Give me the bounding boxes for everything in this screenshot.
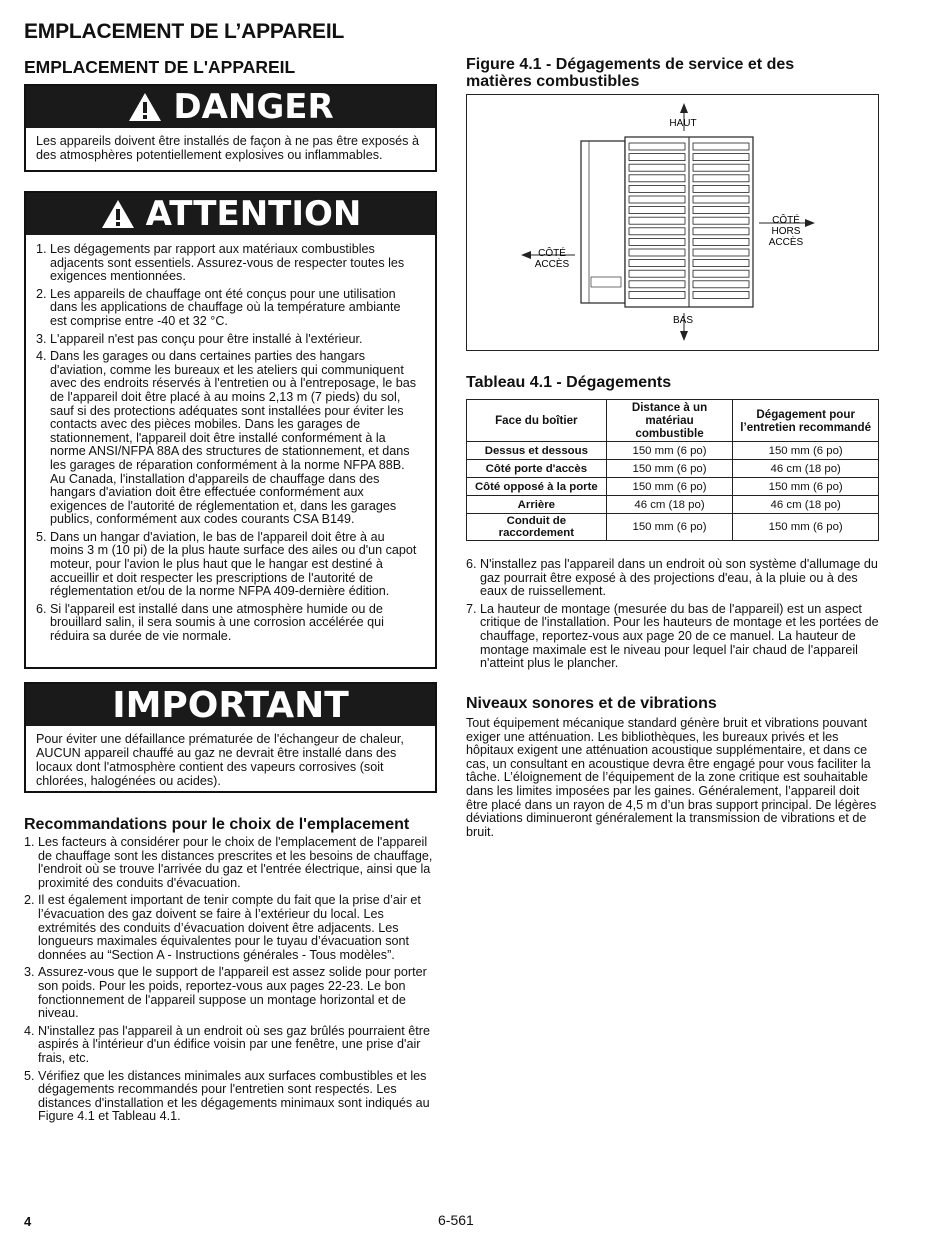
louver-slat — [629, 291, 685, 298]
louver-slat — [629, 238, 685, 245]
danger-box — [24, 84, 437, 172]
table-row: Conduit de raccordement 150 mm (6 po) 150 mm (6 po) — [467, 514, 879, 541]
heater-diagram — [467, 95, 878, 350]
important-text: Pour éviter une défaillance prématurée de l'échangeur de chaleur, AUCUN appareil chauffé au gaz ne devrait être installé dans des locaux dont l'atmosphère contient des vapeurs corrosives (soit chlorées, halogénées ou acides). — [36, 732, 404, 788]
important-label: IMPORTANT — [112, 684, 349, 726]
page-number: 4 — [24, 1214, 32, 1229]
attention-label: ATTENTION — [145, 194, 362, 234]
list-item: 3. L'appareil n'est pas conçu pour être installé à l'extérieur. — [36, 331, 363, 346]
louver-slat — [629, 249, 685, 256]
page-title: EMPLACEMENT DE L’APPAREIL — [24, 20, 345, 43]
louver-slat — [693, 143, 749, 150]
important-header — [26, 684, 435, 726]
label-bottom: BAS — [672, 315, 694, 326]
louver-slat — [693, 260, 749, 267]
louver-slat — [693, 238, 749, 245]
louver-slat — [629, 260, 685, 267]
sound-title: Niveaux sonores et de vibrations — [466, 695, 717, 712]
louver-slat — [693, 291, 749, 298]
list-item: 5. Vérifiez que les distances minimales aux surfaces combustibles et les dégagements recommandés pour l'entretien sont respectés. Les distances d'installation et les dégagements minimaux sont indiqués au Figure 4.1 et Tableau 4.1. — [24, 1068, 430, 1124]
nameplate — [591, 277, 621, 287]
label-right-3: ACCÈS — [768, 237, 804, 248]
list-item: 4. N'installez pas l'appareil à un endroit où ses gaz brûlés pourraient être aspirés à l'intérieur d'un édifice voisin par une fenêtre, une prise d'air frais, etc. — [24, 1023, 430, 1065]
louver-slat — [629, 281, 685, 288]
list-item: 1. Les facteurs à considérer pour le choix de l'emplacement de l'appareil de chauffage sont les distances prescrites et les besoins de chauffage, l'endroit où se trouve l'arrivée du gaz et l'entrée électrique, ainsi que la proximité des conduits d'évacuation. — [24, 835, 433, 890]
louver-slat — [693, 207, 749, 214]
danger-header — [26, 86, 435, 128]
louver-slat — [629, 143, 685, 150]
louver-slat — [629, 270, 685, 277]
document-code: 6-561 — [438, 1212, 474, 1228]
clearances-table — [466, 399, 879, 541]
louver-slat — [629, 228, 685, 235]
recommendations-list — [24, 836, 438, 1128]
table-header: Distance à un matériau combustible — [606, 400, 733, 442]
label-left-2: ACCÈS — [534, 259, 570, 270]
attention-box — [24, 191, 437, 669]
label-right-2: HORS — [771, 226, 801, 237]
table-header: Face du boîtier — [467, 400, 607, 442]
list-item: 7. La hauteur de montage (mesurée du bas de l'appareil) est un aspect critique de l'installation. Pour les hauteurs de montage et les portées de chauffage, reportez-vous aux page 20 de ce manuel. La hauteur de montage maximale est le niveau pour lequel l'air chaud de l'appareil n'atteint plus le plancher. — [466, 601, 879, 671]
list-item: 6. N'installez pas l'appareil dans un endroit où son système d'allumage du gaz pourrait être exposé à des projections d'eau, à la pluie ou à des eaux de ruissellement. — [466, 557, 878, 599]
warning-icon — [127, 91, 163, 123]
louver-slat — [693, 270, 749, 277]
clearance-figure — [466, 94, 879, 351]
list-item: 3. Assurez-vous que le support de l'appareil est assez solide pour porter son poids. Pour les poids, reportez-vous aux pages 22-23. Le bon fonctionnement de l'appareil suppose un montage horizontal et de niveau. — [24, 965, 427, 1021]
list-item: 5. Dans un hangar d'aviation, le bas de l'appareil doit être à au moins 3 m (10 pi) de la plus haute surface des ailes ou d'un capot moteur, pour l'avion le plus haut que le hangar est destiné à accueillir et doit respecter les prescriptions de l'autorité de réglementation et/ou de la norme NFPA 409-dernière édition. — [36, 529, 417, 599]
table-row: Côté porte d'accès 150 mm (6 po) 46 cm (18 po) — [467, 460, 879, 478]
recommendations-title: Recommandations pour le choix de l'emplacement — [24, 816, 410, 833]
louver-slat — [629, 185, 685, 192]
louver-slat — [693, 154, 749, 161]
label-right-1: CÔTÉ — [772, 215, 800, 226]
table-row: Côté opposé à la porte 150 mm (6 po) 150 mm (6 po) — [467, 478, 879, 496]
list-item: 1. Les dégagements par rapport aux matériaux combustibles adjacents sont essentiels. Assurez-vous de respecter toutes les exigences mentionnées. — [36, 242, 405, 284]
danger-label: DANGER — [173, 87, 334, 127]
louver-slat — [693, 196, 749, 203]
placement-list-continued — [466, 558, 879, 675]
list-item: 4. Dans les garages ou dans certaines parties des hangars d'aviation, comme les bureaux et les ateliers qui communiquent avec des endroits réservés à l'entretien ou à l'entreposage, le bas de l'appareil doit être placé à au moins 2,13 m (7 pieds) du sol, sauf si des protections adéquates sont installées pour éviter les contacts avec des pièces mobiles. Dans les garages de stationnement, l'appareil doit être installé conformément à la norme ANSI/NFPA 88A des structures de stationnement, et dans les garages de réparation conformément à la norme NFPA 88B. Au Canada, l'installation d'appareils de chauffage dans des hangars d'aviation doit être effectuée conformément aux exigences de l'autorité de réglementation et, dans les garages publics, conformément aux codes courants CSA B149. — [36, 349, 417, 527]
louver-slat — [693, 164, 749, 171]
label-top: HAUT — [669, 118, 697, 129]
section-title: EMPLACEMENT DE L'APPAREIL — [24, 57, 296, 77]
figure-caption: Figure 4.1 - Dégagements de service et des matières combustibles — [466, 56, 795, 90]
sound-text: Tout équipement mécanique standard génère bruit et vibrations pouvant exiger une atténuation. Les bibliothèques, les bureaux privés et les hôpitaux exigent une atténuation acoustique supplémentaire, et dans ce cas, un consultant en acoustique devra être engagé pour vous faciliter la tâche. L’éloignement de l’équipement de la zone critique est souhaitable dans les limites imposées par les gaines. Généralement, l’appareil doit être placé dans un rayon de 4,5 m d’un bras support principal. De légères déviations diminueront généralement la transmission de vibrations et de bruit. — [466, 716, 877, 839]
louver-slat — [629, 207, 685, 214]
louver-slat — [693, 281, 749, 288]
louver-slat — [629, 175, 685, 182]
louver-slat — [693, 249, 749, 256]
louver-slat — [693, 217, 749, 224]
louver-slat — [693, 228, 749, 235]
table-row: Arrière 46 cm (18 po) 46 cm (18 po) — [467, 496, 879, 514]
table-caption: Tableau 4.1 - Dégagements — [466, 374, 672, 391]
danger-text: Les appareils doivent être installés de façon à ne pas être exposés à des atmosphères potentiellement explosives ou inflammables. — [36, 134, 419, 162]
list-item: 6. Si l'appareil est installé dans une atmosphère humide ou de brouillard salin, il sera soumis à une corrosion accélérée qui réduira sa durée de vie normale. — [36, 601, 384, 644]
louver-slat — [693, 185, 749, 192]
table-header-row — [467, 400, 879, 442]
louver-slat — [629, 154, 685, 161]
attention-header — [26, 193, 435, 235]
important-box — [24, 682, 437, 793]
louver-slat — [629, 196, 685, 203]
label-left-1: CÔTÉ — [538, 248, 566, 259]
attention-list — [26, 235, 435, 644]
warning-icon — [100, 198, 136, 230]
table-header: Dégagement pour l’entretien recommandé — [733, 400, 879, 442]
louver-slat — [629, 164, 685, 171]
list-item: 2. Les appareils de chauffage ont été conçus pour une utilisation dans les applications de chauffage où la température ambiante est comprise entre -40 et 32 °C. — [36, 286, 401, 328]
table-row: Dessus et dessous 150 mm (6 po) 150 mm (6 po) — [467, 442, 879, 460]
louver-slat — [629, 217, 685, 224]
list-item: 2. Il est également important de tenir compte du fait que la prise d’air et l’évacuation des gaz doivent se faire à l’extérieur du local. Les extrémités des conduits d’évacuation doivent être adjacents. Les longueurs maximales équivalentes pour le tuyau d’évacuation sont données au “Section A - Instructions générales - Tous modèles”. — [24, 893, 421, 962]
louver-slat — [693, 175, 749, 182]
